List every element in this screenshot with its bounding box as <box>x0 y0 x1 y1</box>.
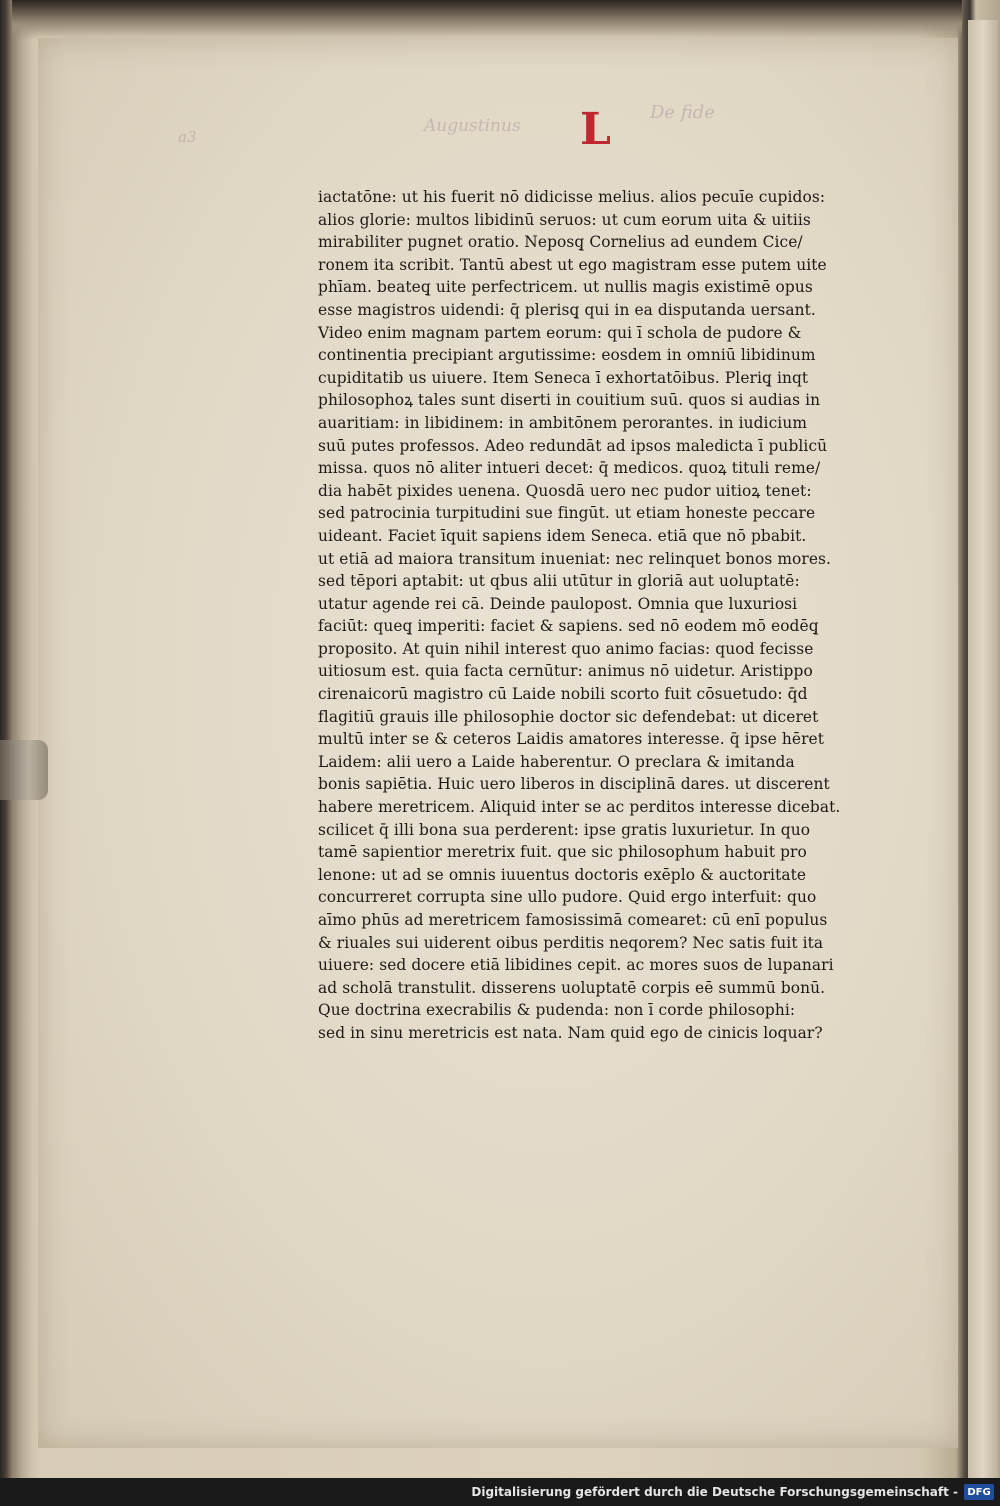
main-text-column <box>318 186 880 1045</box>
text-line: uideant. Faciet īquit sapiens idem Seneca. etiā que nō pbabit. <box>318 526 807 545</box>
text-line: ad scholā transtulit. disserens uoluptatē corpis eē summū bonū. <box>318 978 826 997</box>
text-line: suū putes professos. Adeo redundāt ad ipsos maledicta ī publicū <box>318 436 828 455</box>
text-line: lenone: ut ad se omnis iuuentus doctoris exēplo & auctoritate <box>318 865 807 884</box>
dfg-logo-icon: DFG <box>964 1484 994 1500</box>
text-line: tamē sapientior meretrix fuit. que sic philosophum habuit pro <box>318 843 807 862</box>
text-line: cupiditatib us uiuere. Item Seneca ī exhortatōibus. Pleriq̧ inqt <box>318 368 809 387</box>
next-page-edge <box>968 20 998 1478</box>
folio-number-ghost: a3 <box>178 128 197 146</box>
text-line: proposito. At quin nihil interest quo animo facias: quod fecisse <box>318 639 814 658</box>
text-line: alios glorie: multos libidinū seruos: ut cum eorum uita & uitiis <box>318 210 811 229</box>
running-head-ghost-right: De fide <box>650 102 715 123</box>
text-line: multū inter se & ceteros Laidis amatores interesse. q̄ ipse hēret <box>318 730 825 749</box>
text-line: philosophoꝝ tales sunt diserti in couitium suū. quos si audias in <box>318 391 821 410</box>
text-line: uiuere: sed docere etiā libidines cepit. ac mores suos de lupanari <box>318 956 834 975</box>
text-line: faciūt: queq̧ imperiti: faciet & sapiens. sed nō eodem mō eodēq̧ <box>318 617 819 636</box>
text-line: Que doctrina execrabilis & pudenda: non ī corde philosophi: <box>318 1001 796 1020</box>
text-line: sed in sinu meretricis est nata. Nam quid ego de cinicis loquar? <box>318 1023 823 1042</box>
running-head-ghost-left: Augustinus <box>424 116 521 136</box>
footer-credit: Digitalisierung gefördert durch die Deutsche Forschungsgemeinschaft - <box>471 1485 958 1499</box>
text-line: phīam. beateq̧ uite perfectricem. ut nullis magis existimē opus <box>318 278 813 297</box>
text-line: uitiosum est. quia facta cernūtur: animus nō uidetur. Aristippo <box>318 662 813 681</box>
text-line: habere meretricem. Aliquid inter se ac perditos interesse dicebat. <box>318 798 841 817</box>
text-line: aīmo phūs ad meretricem famosissimā comearet: cū enī populus <box>318 911 828 929</box>
text-line: sed patrocinia turpitudini sue fingūt. ut etiam honeste peccare <box>318 504 816 523</box>
text-line: continentia precipiant argutissime: eosdem in omniū libidinum <box>318 346 816 365</box>
text-line: bonis sapiētia. Huic uero liberos in disciplinā dares. ut discerent <box>318 775 830 794</box>
binding-clip <box>0 740 48 800</box>
text-line: missa. quos nō aliter intueri decet: q̄ medicos. quoꝝ tituli reme/ <box>318 459 821 478</box>
text-line: Laidem: alii uero a Laide haberentur. O preclara & imitanda <box>318 752 795 771</box>
text-line: utatur agende rei cā. Deinde paulopost. Omnia que luxuriosi <box>318 594 798 613</box>
text-line: dia habēt pixides uenena. Quosdā uero nec pudor uitioꝝ tenet: <box>318 481 812 500</box>
text-line: Video enim magnam partem eorum: qui ī schola de pudore & <box>318 323 802 342</box>
book-top-edge <box>12 0 962 40</box>
footer-bar <box>0 1478 1000 1506</box>
text-line: concurreret corrupta sine ullo pudore. Quid ergo interfuit: quo <box>318 888 817 907</box>
text-line: flagitiū grauis ille philosophie doctor sic defendebat: ut diceret <box>318 707 819 726</box>
text-line: & riuales sui uiderent oibus perditis neqorem? Nec satis fuit ita <box>318 933 824 952</box>
text-line: mirabiliter pugnet oratio. Neposq̧ Cornelius ad eundem Cice/ <box>318 233 803 252</box>
text-line: cirenaicorū magistro cū Laide nobili scorto fuit cōsuetudo: q̄d <box>318 685 808 704</box>
text-line: scilicet q̄ illi bona sua perderent: ipse gratis luxurietur. In quo <box>318 820 811 839</box>
text-line: esse magistros uidendi: q̄ plerisq̧ qui in ea disputanda uersant. <box>318 300 816 319</box>
text-line: sed tēpori aptabit: ut qbus alii utūtur in gloriā aut uoluptatē: <box>318 572 800 591</box>
text-line: ut etiā ad maiora transitum inueniat: nec relinquet bonos mores. <box>318 549 832 568</box>
text-line: auaritiam: in libidinem: in ambitōnem perorantes. in iudicium <box>318 413 808 432</box>
text-line: iactatōne: ut his fuerit nō didicisse melius. alios pecuīe cupidos: <box>318 188 826 206</box>
text-line: ronem ita scribit. Tantū abest ut ego magistram esse putem uite <box>318 255 827 274</box>
rubricated-initial: L <box>580 104 609 155</box>
